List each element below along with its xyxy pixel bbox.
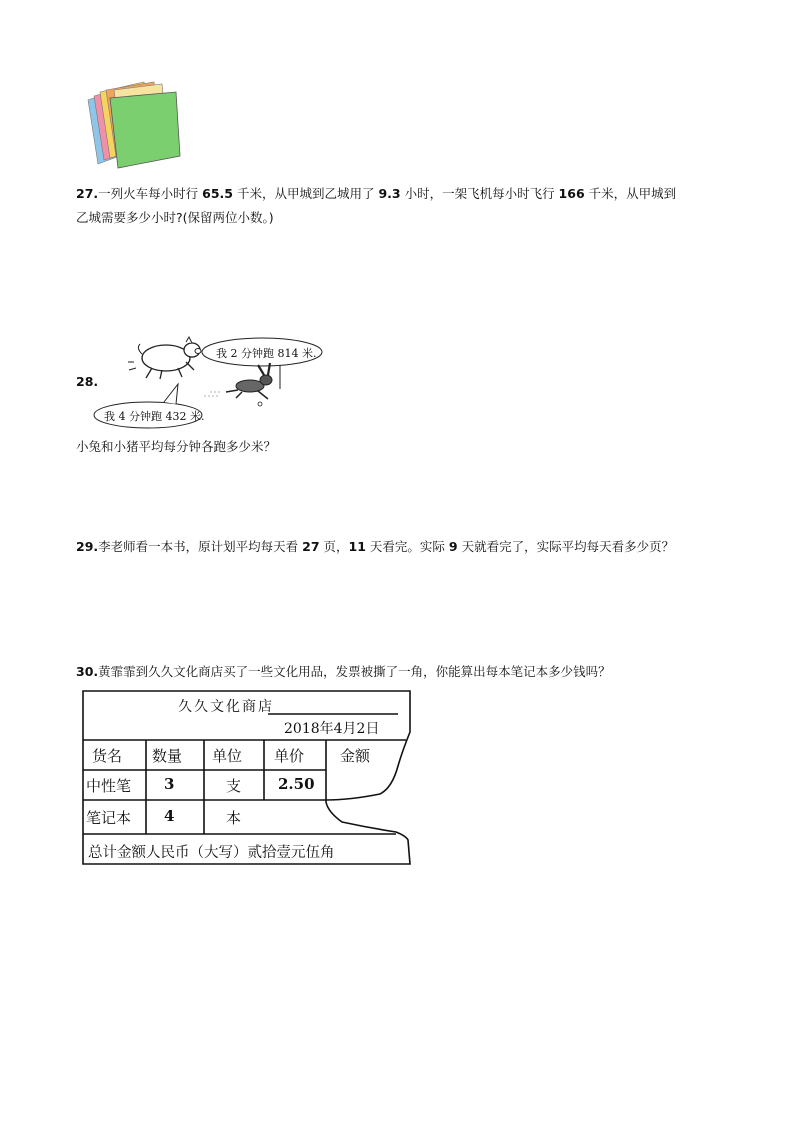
receipt-row1-unit: 支	[226, 777, 242, 795]
q27-text-c: 小时，一架飞机每小时飞行	[400, 186, 559, 201]
q29-line	[76, 538, 674, 556]
q27-speed: 65.5	[202, 186, 233, 201]
receipt-row1-qty: 3	[164, 775, 175, 793]
rabbit-bubble-text: 我 2 分钟跑 814 米.	[216, 347, 317, 360]
q30-number: 30.	[76, 664, 99, 679]
q29-text-a: 李老师看一本书，原计划平均每天看	[98, 539, 303, 554]
receipt-header-price: 单价	[274, 747, 305, 765]
q29-number: 29.	[76, 539, 99, 554]
receipt-row2-unit: 本	[226, 809, 242, 827]
q27-text-d: 千米，从甲城到	[584, 186, 677, 201]
q28-question: 小兔和小猪平均每分钟各跑多少米？	[76, 439, 277, 454]
q27-text-a: 一列火车每小时行	[98, 186, 203, 201]
pig-bubble-text: 我 4 分钟跑 432 米.	[104, 410, 205, 423]
receipt-row1-price: 2.50	[278, 775, 315, 793]
receipt-total: 总计金额人民币（大写）贰拾壹元伍角	[88, 845, 335, 861]
q29-pages: 27	[302, 539, 320, 554]
receipt-header-name: 货名	[92, 747, 123, 765]
paper-stack	[88, 82, 180, 168]
q27-plane-speed: 166	[558, 186, 585, 201]
q27-hours: 9.3	[378, 186, 401, 201]
q29-text-b: 页，	[319, 539, 349, 554]
q27-number: 27.	[76, 186, 99, 201]
receipt-date: 2018年4月2日	[284, 721, 380, 737]
q27-line2: 乙城需要多少小时?(保留两位小数。)	[76, 210, 274, 225]
q27-text-b: 千米，从甲城到乙城用了	[232, 186, 379, 201]
receipt-row1-name: 中性笔	[86, 777, 132, 795]
receipt-store-name: 久久文化商店	[178, 699, 274, 715]
pig-icon	[128, 337, 201, 379]
q28-number: 28.	[76, 374, 99, 389]
q29-days-actual: 9	[448, 539, 458, 554]
receipt-header-qty: 数量	[152, 747, 183, 765]
receipt-row2-qty: 4	[164, 807, 175, 825]
receipt-row2-name: 笔记本	[86, 809, 132, 827]
q30-line	[76, 663, 611, 681]
q27-line1	[76, 185, 676, 203]
q29-text-c: 天看完。实际	[365, 539, 449, 554]
rabbit-icon	[204, 363, 272, 406]
q29-days-plan: 11	[348, 539, 366, 554]
colored-paper-illustration	[84, 78, 188, 172]
q29-text-d: 天就看完了，实际平均每天看多少页？	[457, 539, 675, 554]
receipt-header-amount: 金额	[340, 747, 371, 765]
q30-text: 黄霏霏到久久文化商店买了一些文化用品，发票被撕了一角，你能算出每本笔记本多少钱吗？	[98, 664, 611, 679]
receipt-header-unit: 单位	[212, 747, 243, 765]
